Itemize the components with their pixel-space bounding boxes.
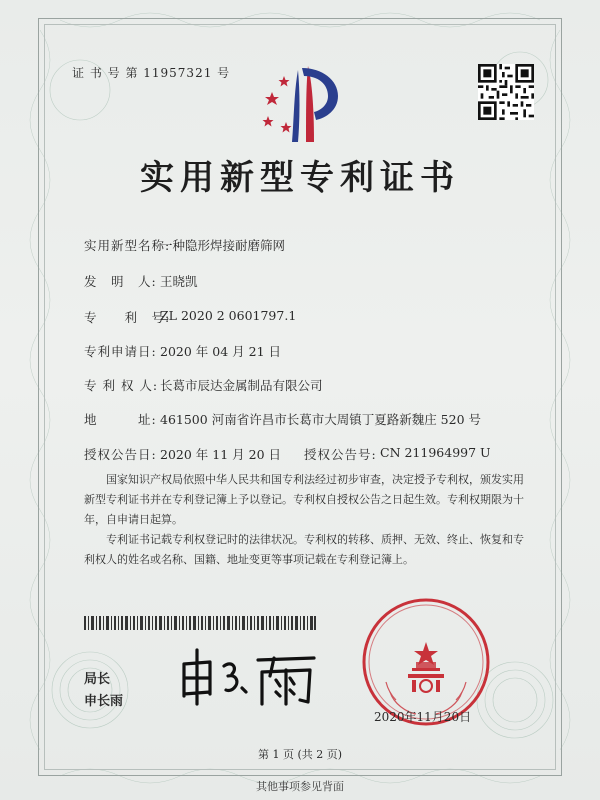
director-name: 申长雨 (84, 694, 124, 709)
field-label-inventor: 发 明 人: (84, 274, 157, 289)
director-signature (176, 646, 322, 708)
field-label-filing-date: 专利申请日: (84, 344, 157, 359)
page-indicator: 第 1 页 (共 2 页) (257, 748, 343, 761)
cnipa-logo-icon (258, 62, 350, 144)
director-title: 局长 (84, 672, 111, 687)
grant-date-value: 2020 年 11 月 20 日 (160, 447, 281, 462)
field-value-inventor: 王晓凯 (160, 274, 198, 289)
grant-number-value: CN 211964997 U (380, 445, 491, 460)
field-label-patent-no: 专 利 号: (84, 310, 171, 325)
field-value-patent-no: ZL 2020 2 0601797.1 (160, 308, 297, 323)
field-label-name: 实用新型名称: (84, 238, 171, 253)
grant-number-label: 授权公告号: (304, 447, 377, 462)
back-note: 其他事项参见背面 (256, 780, 344, 793)
grant-statement: 国家知识产权局依照中华人民共和国专利法经过初步审查，决定授予专利权，颁发实用新型专利证书并在专利登记簿上予以登记。专利权自授权公告之日起生效。专利权期限为十年，自申请日起算。 (84, 473, 524, 526)
field-value-address: 461500 河南省许昌市长葛市大周镇丁夏路新魏庄 520 号 (160, 412, 481, 427)
legal-status-note: 专利证书记载专利权登记时的法律状况。专利权的转移、质押、无效、终止、恢复和专利权人的姓名或名称、国籍、地址变更等事项记载在专利登记簿上。 (84, 533, 524, 566)
field-value-patentee: 长葛市辰达金属制品有限公司 (160, 378, 323, 393)
qr-code (478, 64, 534, 120)
seal-date: 2020年11月20日 (374, 710, 472, 724)
certificate-title: 实用新型专利证书 (140, 158, 460, 198)
field-label-address: 地 址: (84, 412, 157, 427)
field-value-filing-date: 2020 年 04 月 21 日 (160, 344, 281, 359)
barcode (84, 616, 316, 630)
grant-date-label: 授权公告日: (84, 447, 157, 462)
field-label-patentee: 专 利 权 人: (84, 378, 159, 393)
field-value-name: 一种隐形焊接耐磨筛网 (160, 238, 286, 253)
certificate-number: 证 书 号 第 11957321 号 (72, 66, 231, 80)
